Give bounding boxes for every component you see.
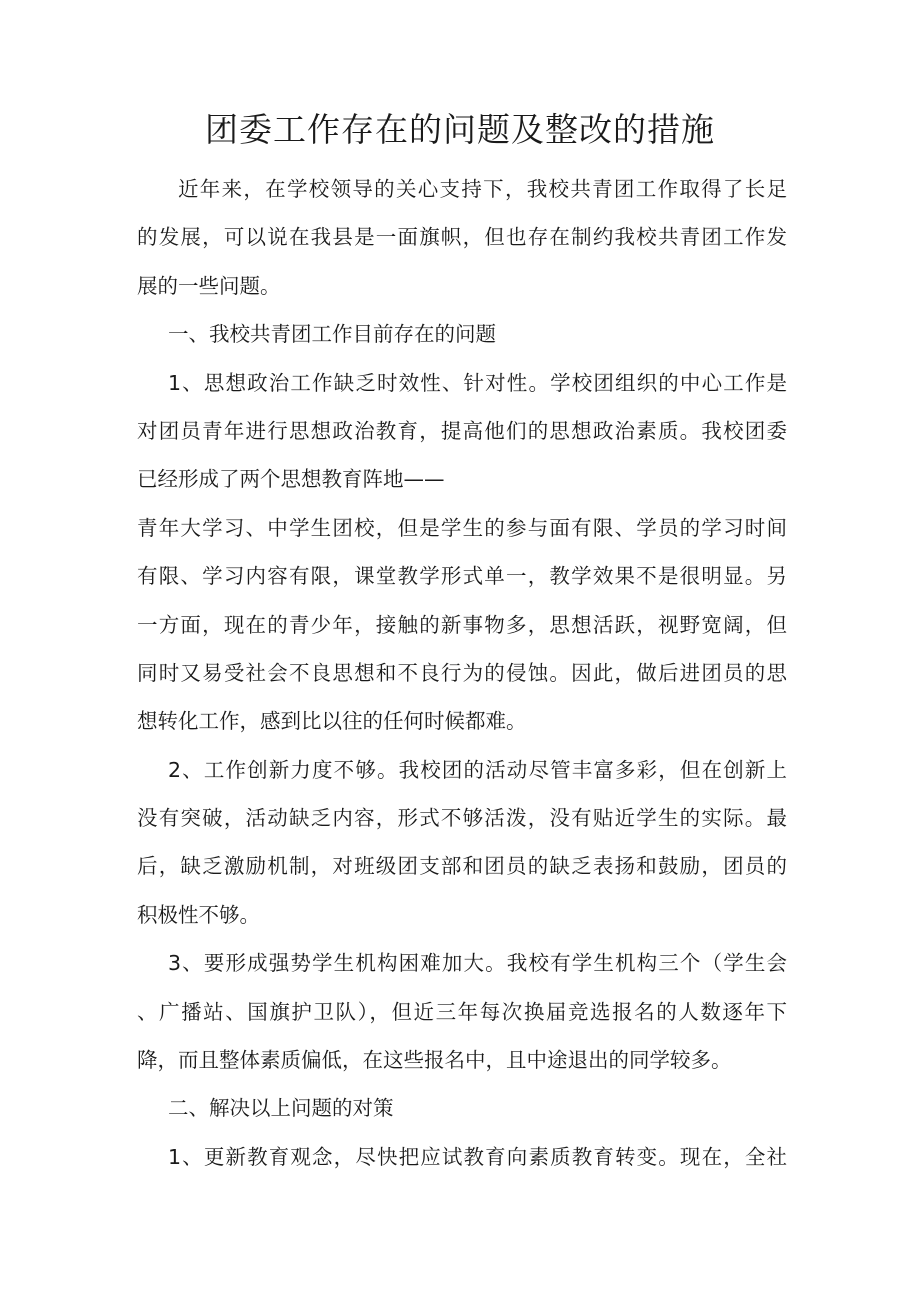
- text-line: 1、更新教育观念，尽快把应试教育向素质教育转变。现在，全社: [168, 1144, 787, 1169]
- text-line: 有限、学习内容有限，课堂教学形式单一，教学效果不是很明显。另: [137, 564, 787, 589]
- text-line: 想转化工作，感到比以往的任何时候都难。: [137, 709, 527, 734]
- text-line: 已经形成了两个思想教育阵地——: [137, 467, 445, 492]
- text-line: 对团员青年进行思想政治教育，提高他们的思想政治素质。我校团委: [137, 418, 787, 443]
- text-line: 积极性不够。: [137, 902, 260, 927]
- section-heading: 二、解决以上问题的对策: [168, 1096, 394, 1121]
- text-line: 1、思想政治工作缺乏时效性、针对性。学校团组织的中心工作是: [168, 370, 787, 395]
- text-line: 近年来，在学校领导的关心支持下，我校共青团工作取得了长足: [178, 177, 787, 201]
- text-line: 3、要形成强势学生机构困难加大。我校有学生机构三个（学生会: [168, 951, 787, 976]
- text-line: 、广播站、国旗护卫队），但近三年每次换届竞选报名的人数逐年下: [137, 999, 787, 1024]
- text-line: 一方面，现在的青少年，接触的新事物多，思想活跃，视野宽阔，但: [137, 612, 787, 637]
- text-line: 后，缺乏激励机制，对班级团支部和团员的缺乏表扬和鼓励，团员的: [137, 854, 787, 879]
- text-line: 2、工作创新力度不够。我校团的活动尽管丰富多彩，但在创新上: [168, 757, 787, 782]
- document-body: [137, 165, 787, 1181]
- text-line: 降，而且整体素质偏低，在这些报名中，且中途退出的同学较多。: [137, 1048, 732, 1073]
- section-heading: 一、我校共青团工作目前存在的问题: [168, 322, 496, 347]
- text-line: 青年大学习、中学生团校，但是学生的参与面有限、学员的学习时间: [137, 515, 787, 540]
- text-line: 展的一些问题。: [137, 273, 281, 298]
- text-line: 的发展，可以说在我县是一面旗帜，但也存在制约我校共青团工作发: [137, 225, 787, 250]
- text-line: 没有突破，活动缺乏内容，形式不够活泼，没有贴近学生的实际。最: [137, 806, 787, 831]
- text-line: 同时又易受社会不良思想和不良行为的侵蚀。因此，做后进团员的思: [137, 660, 787, 685]
- document-title: 团委工作存在的问题及整改的措施: [205, 110, 715, 149]
